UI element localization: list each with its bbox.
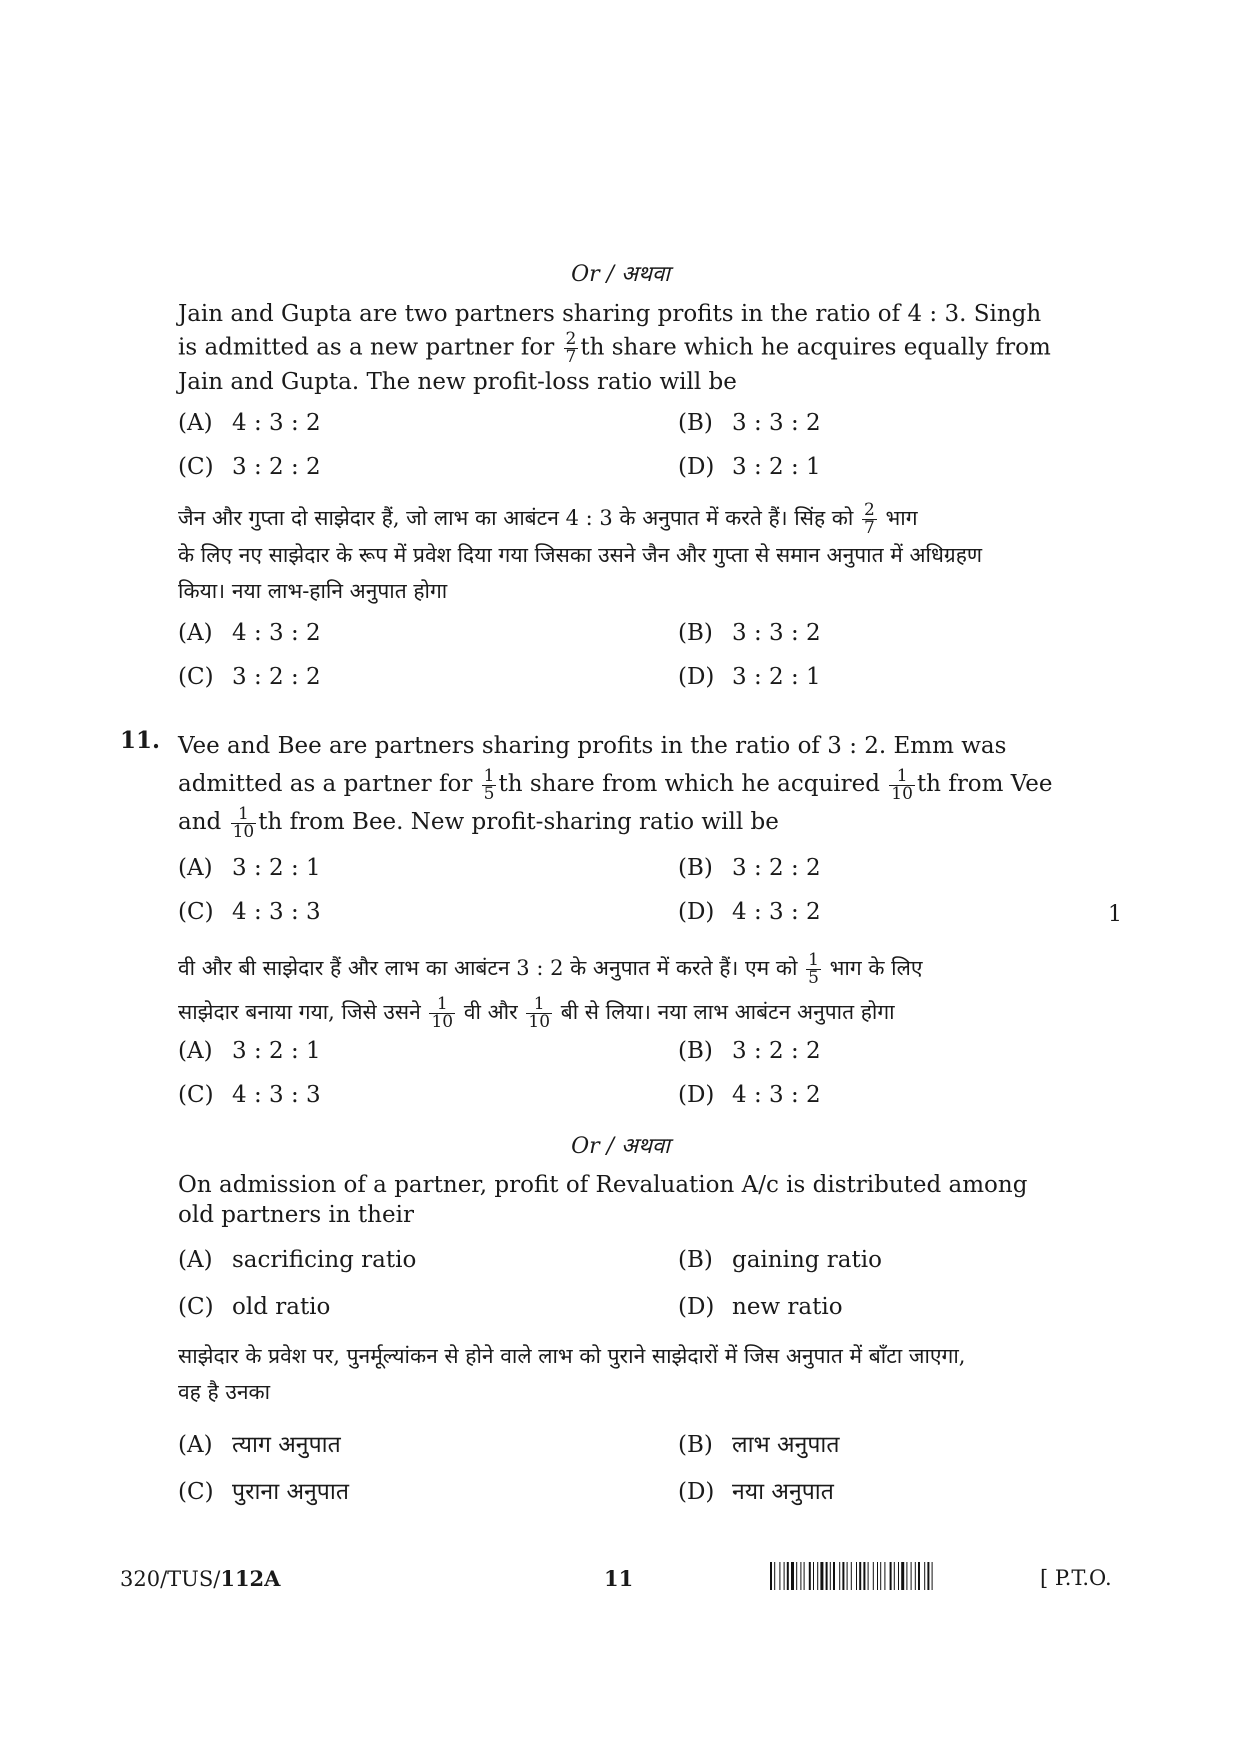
q11-question-hi [178, 946, 1068, 1034]
option-b[interactable]: (B) 3 : 2 : 2 [678, 855, 821, 881]
q10-or-question-hi [178, 500, 1068, 609]
text-line: वह है उनका [178, 1380, 271, 1404]
text-line: जैन और गुप्ता दो साझेदार हैं, जो लाभ का आबंटन 4 : 3 के अनुपात में करते हैं। सिंह को $\frac{2}{7}$ भाग [178, 500, 918, 538]
text-line: old partners in their [178, 1202, 414, 1228]
fraction: $\frac{2}{7}$ [864, 500, 875, 538]
q11-options-en [178, 855, 1068, 943]
page-number: 11 [604, 1566, 634, 1591]
q10-or-question-en [178, 298, 1068, 399]
option-c[interactable]: (C) old ratio [178, 1294, 331, 1320]
option-a[interactable]: (A) 3 : 2 : 1 [178, 855, 321, 881]
option-b[interactable]: (B) 3 : 3 : 2 [678, 620, 821, 646]
question-number: 11. [120, 727, 161, 754]
text-line: किया। नया लाभ-हानि अनुपात होगा [178, 579, 448, 603]
text-line: admitted as a partner for $\frac{1}{5}$ th share from which he acquired $\frac{1}{10}$ th from Vee [178, 765, 1053, 804]
or-divider: Or / अथवा [571, 1134, 670, 1159]
option-a[interactable]: (A) 3 : 2 : 1 [178, 1038, 321, 1064]
option-c[interactable]: (C) 3 : 2 : 2 [178, 454, 321, 480]
q10-or-options-en [178, 410, 1068, 498]
option-c[interactable]: (C) 4 : 3 : 3 [178, 899, 321, 925]
option-d[interactable]: (D) new ratio [678, 1294, 843, 1320]
q11-or-options-en [178, 1247, 1068, 1338]
text-line: is admitted as a new partner for $\frac{2}{7}$ th share which he acquires equally from [178, 329, 1051, 367]
barcode-icon [770, 1562, 1025, 1590]
fraction: $\frac{1}{5}$ [808, 950, 819, 988]
option-d[interactable]: (D) 3 : 2 : 1 [678, 454, 821, 480]
option-d[interactable]: (D) 4 : 3 : 2 [678, 899, 821, 925]
text-line: साझेदार के प्रवेश पर, पुनर्मूल्यांकन से होने वाले लाभ को पुराने साझेदारों में जिस अनुपात में बाँटा जाएगा, [178, 1344, 966, 1368]
option-b[interactable]: (B) लाभ अनुपात [678, 1432, 840, 1458]
option-b[interactable]: (B) gaining ratio [678, 1247, 882, 1273]
fraction: $\frac{2}{7}$ [565, 329, 577, 367]
fraction: $\frac{1}{10}$ [891, 765, 913, 804]
text-line: and $\frac{1}{10}$ th from Bee. New profit-sharing ratio will be [178, 803, 779, 842]
text-line: Jain and Gupta are two partners sharing profits in the ratio of 4 : 3. Singh [178, 301, 1042, 327]
q11-or-question-en [178, 1170, 1068, 1230]
option-d[interactable]: (D) 3 : 2 : 1 [678, 664, 821, 690]
text-line: साझेदार बनाया गया, जिसे उसने $\frac{1}{10}$ वी और $\frac{1}{10}$ बी से लिया। नया लाभ आबंटन अनुपात होगा [178, 994, 895, 1032]
option-a[interactable]: (A) त्याग अनुपात [178, 1432, 341, 1458]
option-d[interactable]: (D) 4 : 3 : 2 [678, 1082, 821, 1108]
paper-code: 320/TUS/112A [120, 1566, 281, 1591]
q10-or-options-hi [178, 620, 1068, 708]
q11-options-hi [178, 1038, 1068, 1126]
q11-question-en [178, 727, 1068, 841]
option-d[interactable]: (D) नया अनुपात [678, 1479, 834, 1505]
text-line: के लिए नए साझेदार के रूप में प्रवेश दिया गया जिसका उसने जैन और गुप्ता से समान अनुपात में अधिग्रहण [178, 543, 983, 567]
fraction: $\frac{1}{5}$ [483, 765, 495, 804]
fraction: $\frac{1}{10}$ [431, 994, 454, 1032]
text-line: On admission of a partner, profit of Revaluation A/c is distributed among [178, 1172, 1028, 1198]
option-b[interactable]: (B) 3 : 2 : 2 [678, 1038, 821, 1064]
fraction: $\frac{1}{10}$ [232, 803, 255, 842]
option-c[interactable]: (C) 4 : 3 : 3 [178, 1082, 321, 1108]
q11-or-options-hi [178, 1427, 1068, 1518]
option-c[interactable]: (C) पुराना अनुपात [178, 1479, 349, 1505]
fraction: $\frac{1}{10}$ [528, 994, 551, 1032]
option-a[interactable]: (A) sacrificing ratio [178, 1247, 417, 1273]
option-a[interactable]: (A) 4 : 3 : 2 [178, 620, 321, 646]
option-a[interactable]: (A) 4 : 3 : 2 [178, 410, 321, 436]
marks: 1 [1108, 902, 1122, 927]
text-line: Vee and Bee are partners sharing profits in the ratio of 3 : 2. Emm was [178, 733, 1007, 759]
pto-label: [ P.T.O. [1040, 1566, 1112, 1590]
option-c[interactable]: (C) 3 : 2 : 2 [178, 664, 321, 690]
text-line: Jain and Gupta. The new profit-loss ratio will be [178, 369, 737, 395]
text-line: वी और बी साझेदार हैं और लाभ का आबंटन 3 : 2 के अनुपात में करते हैं। एम को $\frac{1}{5}$ भाग के लिए [178, 950, 923, 988]
q11-or-question-hi [178, 1338, 1068, 1410]
or-divider: Or / अथवा [571, 262, 670, 287]
option-b[interactable]: (B) 3 : 3 : 2 [678, 410, 821, 436]
